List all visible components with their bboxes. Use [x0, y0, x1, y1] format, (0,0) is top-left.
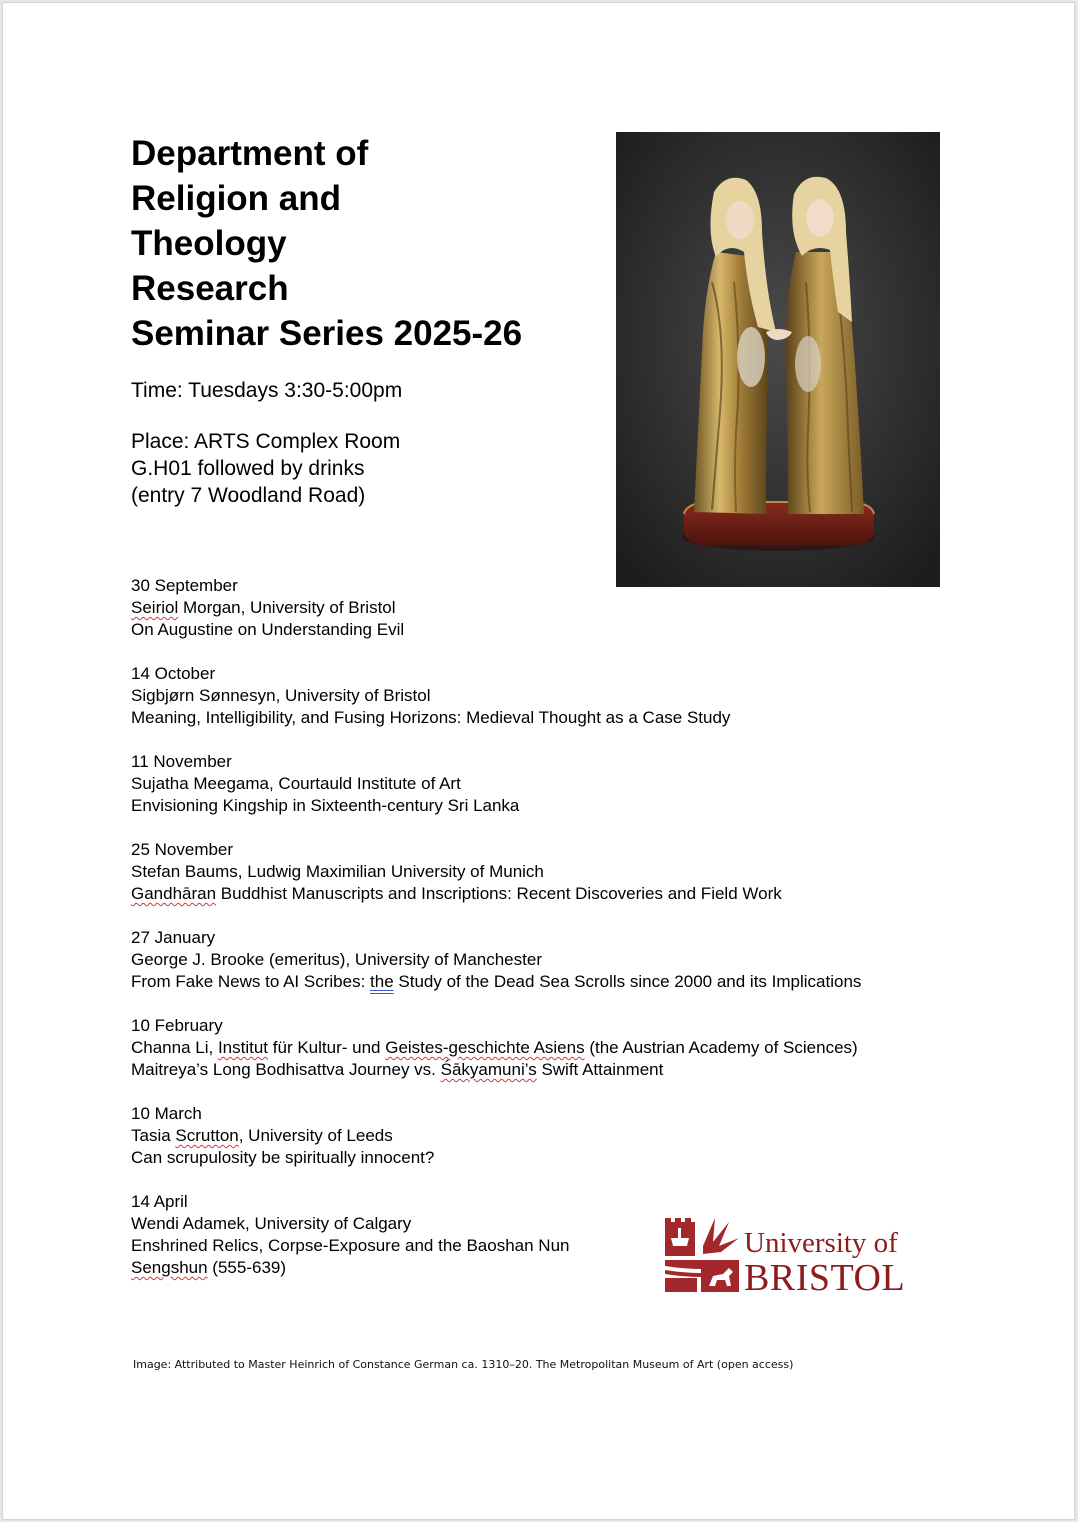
event-speaker: Sigbjørn Sønnesyn, University of Bristol — [131, 686, 431, 705]
place-line: G.H01 followed by drinks — [131, 457, 365, 480]
time-text: Time: Tuesdays 3:30-5:00pm — [131, 379, 403, 402]
spelling-flagged-word: Sengshun — [131, 1258, 208, 1277]
logo-wordmark-line1: University of — [744, 1227, 898, 1259]
spelling-flagged-word: Śākyamuni’s — [440, 1060, 537, 1079]
event-speaker: Stefan Baums, Ludwig Maximilian University of Munich — [131, 862, 544, 881]
seminar-event — [131, 1103, 931, 1169]
spelling-flagged-word: Geistes-geschichte Asiens — [385, 1038, 585, 1057]
spelling-flagged-word: Scrutton — [175, 1126, 239, 1145]
event-speaker — [131, 1037, 931, 1059]
event-speaker: Sujatha Meegama, Courtauld Institute of Art — [131, 774, 461, 793]
bristol-crest-icon — [663, 1216, 741, 1294]
event-title — [131, 971, 862, 993]
event-date: 14 October — [131, 664, 216, 683]
visitation-sculpture-image — [616, 132, 940, 587]
event-speaker — [131, 597, 931, 619]
speaker-text: (the Austrian Academy of Sciences) — [584, 1038, 858, 1057]
title-text: Maitreya’s Long Bodhisattva Journey vs. — [131, 1060, 441, 1079]
speaker-text: Morgan, University of Bristol — [178, 598, 396, 617]
title-text: From Fake News to AI Scribes: — [131, 972, 371, 991]
title-line: Theology — [131, 224, 287, 263]
event-title: On Augustine on Understanding Evil — [131, 620, 405, 639]
sculpture-illustration — [616, 132, 940, 587]
event-date: 10 March — [131, 1104, 202, 1123]
seminar-event — [131, 1015, 931, 1081]
speaker-text: für Kultur- und — [268, 1038, 386, 1057]
grammar-flagged-word: the — [370, 972, 394, 991]
seminar-event — [131, 663, 931, 729]
speaker-text: Channa Li, — [131, 1038, 218, 1057]
event-title: Envisioning Kingship in Sixteenth-century Sri Lanka — [131, 796, 520, 815]
event-date: 27 January — [131, 928, 216, 947]
event-date: 10 February — [131, 1016, 223, 1035]
title-text: Buddhist Manuscripts and Inscriptions: Recent Discoveries and Field Work — [216, 884, 782, 903]
event-speaker: Wendi Adamek, University of Calgary — [131, 1214, 412, 1233]
place-line: Place: ARTS Complex Room — [131, 430, 401, 453]
spelling-flagged-word: Gandhāran — [131, 884, 217, 903]
seminar-event — [131, 839, 931, 905]
event-title: Meaning, Intelligibility, and Fusing Horizons: Medieval Thought as a Case Study — [131, 708, 731, 727]
event-speaker: George J. Brooke (emeritus), University of Manchester — [131, 950, 542, 969]
seminar-event — [131, 751, 931, 817]
speaker-text: , University of Leeds — [238, 1126, 393, 1145]
event-date: 25 November — [131, 840, 234, 859]
title-line: Seminar Series 2025-26 — [131, 314, 523, 353]
document-page — [2, 2, 1075, 1520]
seminar-schedule — [131, 575, 931, 1301]
title-line: Research — [131, 269, 289, 308]
event-date: 30 September — [131, 576, 238, 595]
seminar-place — [131, 428, 400, 509]
event-title — [131, 883, 931, 905]
speaker-text: Tasia — [131, 1126, 176, 1145]
title-text: (555-639) — [207, 1258, 287, 1277]
page-title — [131, 131, 522, 356]
title-line: Department of — [131, 134, 369, 173]
event-date: 14 April — [131, 1192, 188, 1211]
seminar-time — [131, 377, 402, 404]
spelling-flagged-word: Seiriol — [131, 598, 179, 617]
event-title: Can scrupulosity be spiritually innocent? — [131, 1148, 435, 1167]
image-credit-caption: Image: Attributed to Master Heinrich of Constance German ca. 1310–20. The Metropolitan Museum of Art (open access) — [133, 1358, 794, 1371]
event-title: Enshrined Relics, Corpse-Exposure and the Baoshan Nun — [131, 1236, 570, 1255]
spelling-flagged-word: Institut — [217, 1038, 269, 1057]
event-speaker — [131, 1125, 931, 1147]
title-text: Study of the Dead Sea Scrolls since 2000 and its Implications — [393, 972, 862, 991]
title-text: Swift Attainment — [536, 1060, 664, 1079]
event-title — [131, 1059, 931, 1081]
event-date: 11 November — [131, 752, 232, 771]
seminar-event — [131, 575, 931, 641]
place-line: (entry 7 Woodland Road) — [131, 484, 366, 507]
title-line: Religion and — [131, 179, 341, 218]
logo-wordmark-line2: BRISTOL — [744, 1257, 906, 1299]
university-of-bristol-logo — [663, 1216, 913, 1299]
seminar-event — [131, 927, 931, 993]
